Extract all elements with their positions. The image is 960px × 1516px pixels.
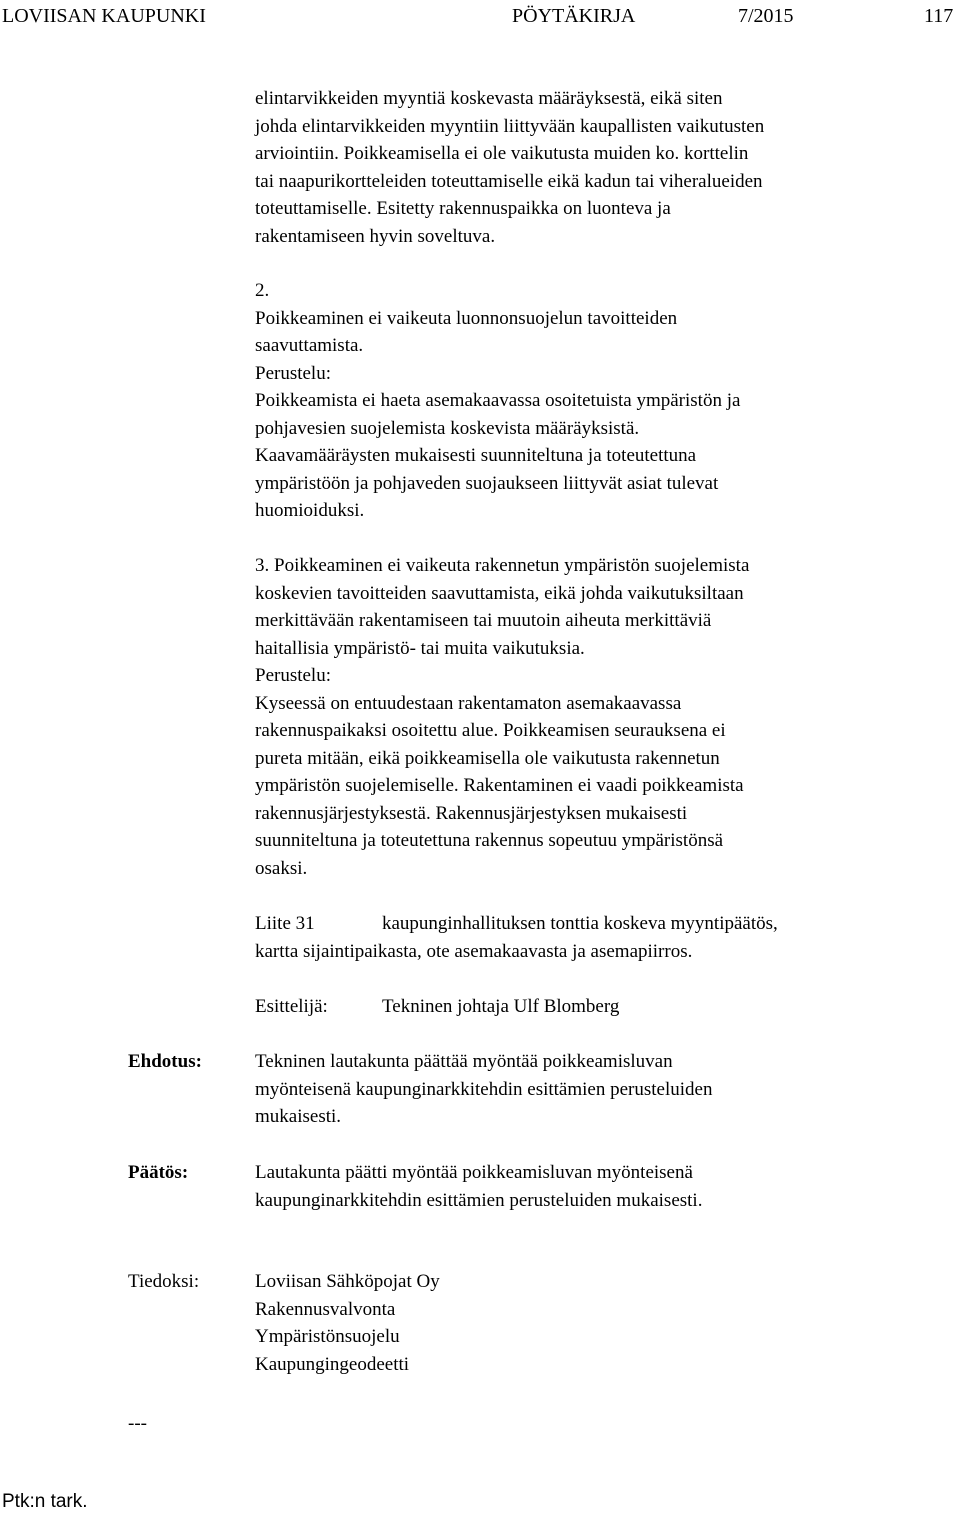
text-line: myönteisenä kaupunginarkkitehdin esittämien perusteluiden (255, 1078, 713, 1100)
attachment-line-1: kaupunginhallituksen tonttia koskeva myyntipäätös, (382, 913, 778, 934)
text-line: pureta mitään, eikä poikkeamisella ole vaikutusta rakennetun (255, 747, 720, 769)
recipient-item: Kaupungingeodeetti (255, 1353, 410, 1375)
text-line: huomioiduksi. (255, 500, 365, 521)
text-line: tai naapurikortteleiden toteuttamiselle eikä kadun tai viheralueiden (255, 170, 763, 192)
header-doc-number: 7/2015 (738, 5, 794, 27)
text-line: ympäristön suojelemiselle. Rakentaminen ei vaadi poikkeamista (255, 775, 744, 796)
text-line: saavuttamista. (255, 335, 364, 356)
text-line: koskevien tavoitteiden saavuttamista, eikä johda vaikutuksiltaan (255, 582, 744, 604)
presenter-value: Tekninen johtaja Ulf Blomberg (382, 996, 620, 1017)
text-line: toteuttamiselle. Esitetty rakennuspaikka on luonteva ja (255, 198, 671, 219)
text-line: elintarvikkeiden myyntiä koskevasta määräyksestä, eikä siten (255, 88, 723, 109)
attachment-line-2: kartta sijaintipaikasta, ote asemakaavasta ja asemapiirros. (255, 941, 693, 962)
footer-separator: --- (128, 1413, 147, 1434)
paragraph-1 (255, 85, 945, 250)
text-line: Poikkeaminen ei vaikeuta luonnonsuojelun tavoitteiden (255, 307, 678, 329)
header-city: LOVIISAN KAUPUNKI (2, 5, 206, 27)
info-label: Tiedoksi: (128, 1271, 200, 1292)
header-doc-type: PÖYTÄKIRJA (512, 5, 636, 27)
text-line: 3. Poikkeaminen ei vaikeuta rakennetun ympäristön suojelemista (255, 555, 750, 576)
text-line: osaksi. (255, 857, 308, 879)
decision-text (255, 1159, 945, 1214)
text-line: ympäristöön ja pohjaveden suojaukseen liittyvät asiat tulevat (255, 472, 719, 494)
attachment-label: Liite 31 (255, 913, 315, 934)
text-line: Kyseessä on entuudestaan rakentamaton asemakaavassa (255, 692, 682, 714)
text-line: Kaavamääräysten mukaisesti suunniteltuna ja toteutettuna (255, 445, 697, 466)
presenter-label: Esittelijä: (255, 996, 328, 1017)
proposal-label: Ehdotus: (128, 1051, 202, 1072)
header-page-number: 117 (924, 5, 954, 27)
proposal-text (255, 1048, 945, 1131)
text-line: Tekninen lautakunta päättää myöntää poikkeamisluvan (255, 1051, 673, 1072)
text-line: rakennuspaikaksi osoitettu alue. Poikkeamisen seurauksena ei (255, 720, 726, 741)
text-line: Poikkeamista ei haeta asemakaavassa osoitetuista ympäristön ja (255, 390, 741, 411)
minutes-check-label: Ptk:n tark. (2, 1491, 88, 1512)
rationale-label: Perustelu: (255, 362, 331, 384)
recipient-item: Ympäristönsuojelu (255, 1326, 400, 1347)
text-line: rakennusjärjestyksestä. Rakennusjärjestyksen mukaisesti (255, 802, 688, 824)
section-number: 2. (255, 280, 270, 301)
text-line: Lautakunta päätti myöntää poikkeamisluvan myönteisenä (255, 1162, 693, 1183)
text-line: mukaisesti. (255, 1106, 342, 1127)
text-line: haitallisia ympäristö- tai muita vaikutuksia. (255, 637, 585, 659)
recipient-item: Rakennusvalvonta (255, 1298, 396, 1320)
rationale-label: Perustelu: (255, 665, 331, 686)
text-line: suunniteltuna ja toteutettuna rakennus sopeutuu ympäristönsä (255, 830, 724, 851)
section-2 (255, 277, 945, 525)
decision-label: Päätös: (128, 1162, 189, 1183)
recipient-item: Loviisan Sähköpojat Oy (255, 1271, 440, 1292)
text-line: arviointiin. Poikkeamisella ei ole vaikutusta muiden ko. korttelin (255, 143, 749, 164)
text-line: kaupunginarkkitehdin esittämien perusteluiden mukaisesti. (255, 1189, 703, 1211)
text-line: merkittävään rakentamiseen tai muutoin aiheuta merkittäviä (255, 610, 712, 631)
text-line: pohjavesien suojelemista koskevista määräyksistä. (255, 417, 640, 439)
info-recipients (255, 1268, 945, 1378)
text-line: rakentamiseen hyvin soveltuva. (255, 225, 496, 247)
text-line: johda elintarvikkeiden myyntiin liittyvään kaupallisten vaikutusten (255, 115, 765, 137)
page-header (0, 2, 960, 30)
section-3 (255, 552, 945, 882)
